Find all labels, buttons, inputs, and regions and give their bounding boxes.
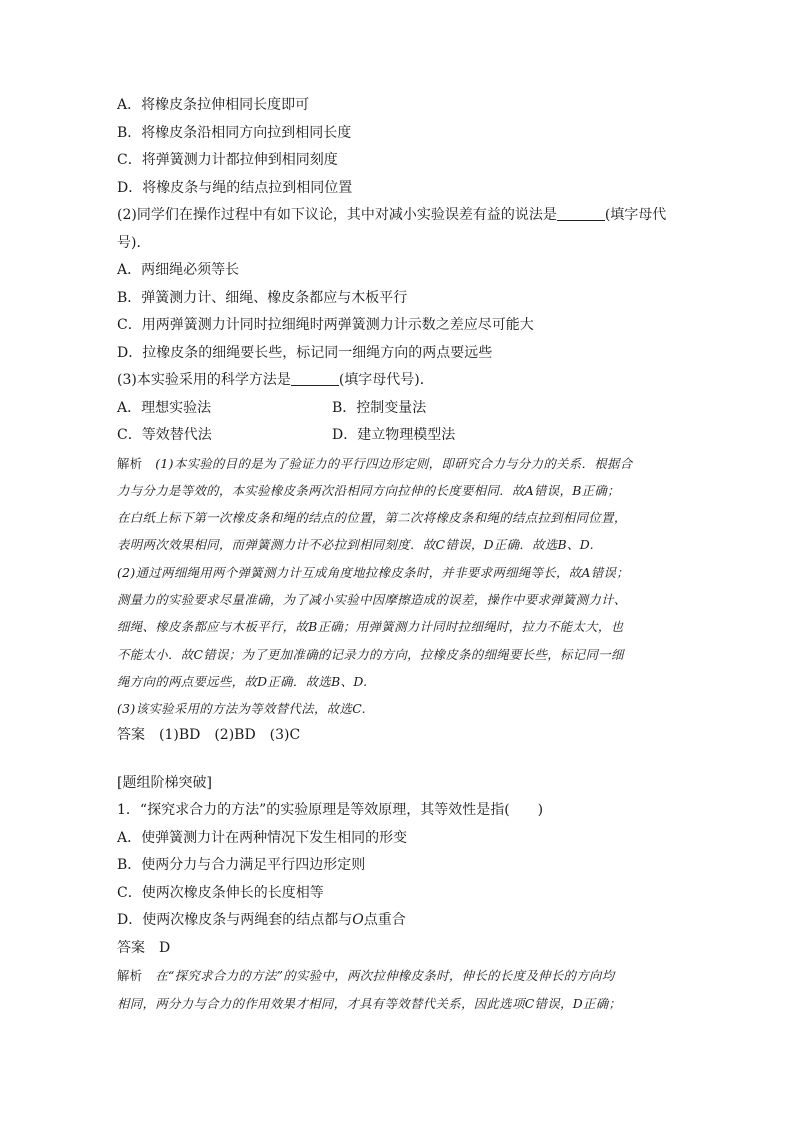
answer-blank: [291, 370, 339, 386]
q3-options-row-1: [117, 395, 687, 423]
explanation-line-1: [117, 450, 687, 477]
q2-option-d: D．拉橡皮条的细绳要长些，标记同一细绳方向的两点要远些: [117, 344, 493, 361]
problem-1-answer: [117, 935, 687, 963]
answer-text: (1)BD (2)BD (3)C: [159, 727, 301, 744]
q2-stem-cont: 号)．: [117, 234, 151, 251]
q3-stem-hint: (填字母代号)．: [338, 372, 434, 388]
explanation-line-5: (2)通过两细绳用两个弹簧测力计互成角度地拉橡皮条时，并非要求两细绳等长，故A错误；: [117, 564, 630, 580]
q3-option-c: C．等效替代法: [117, 427, 212, 443]
problem-1-explanation-label: 解析: [117, 968, 143, 984]
problem-1-explanation-text: 在“探究求合力的方法”的实验中，两次拉伸橡皮条时，伸长的长度及伸长的方向均: [155, 968, 615, 984]
document-page: [117, 92, 687, 1017]
q3-options-row-2: [117, 422, 687, 450]
answer-line: [117, 722, 687, 750]
problem-1-option-b: B．使两分力与合力满足平行四边形定则: [117, 857, 366, 874]
explanation-line-9: 绳方向的两点要远些，故D正确．故选B、D.: [117, 673, 368, 689]
explanation-line-10: (3)该实验采用的方法为等效替代法，故选C.: [117, 701, 366, 717]
explanation-line-2: 力与分力是等效的，本实验橡皮条两次沿相同方向拉伸的长度要相同．故A错误，B正确；: [117, 482, 620, 498]
explanation-text: (1)本实验的目的是为了验证力的平行四边形定则，即研究合力与分力的关系．根据合: [155, 455, 633, 471]
explanation-line-8: 不能太小．故C错误；为了更加准确的记录力的方向，拉橡皮条的细绳要长些，标记同一细: [117, 646, 624, 662]
problem-1-option-c: C．使两次橡皮条伸长的长度相等: [117, 884, 324, 901]
explanation-line-3: 在白纸上标下第一次橡皮条和绳的结点的位置，第二次将橡皮条和绳的结点拉到相同位置，: [117, 510, 627, 526]
answer-blank: [557, 205, 605, 221]
explanation-line-4: 表明两次效果相同，而弹簧测力计不必拉到相同刻度．故C错误，D正确．故选B、D.: [117, 537, 594, 553]
problem-1-stem: 1．“探究求合力的方法”的实验原理是等效原理，其等效性是指( ): [117, 802, 544, 819]
explanation-label: 解析: [117, 455, 143, 471]
q2-stem-hint: (填字母代: [604, 207, 667, 223]
section-gap: [117, 750, 687, 770]
q1-option-d: D．将橡皮条与绳的结点拉到相同位置: [117, 179, 353, 196]
q2-stem: [117, 202, 687, 230]
problem-1-explanation-line-2: 相同，两分力与合力的作用效果才相同，才具有等效替代关系，因此选项C错误，D正确；: [117, 995, 622, 1011]
q3-stem: [117, 367, 687, 395]
explanation-line-7: 细绳、橡皮条都应与木板平行，故B正确；用弹簧测力计同时拉细绳时，拉力不能太大，也: [117, 619, 624, 635]
explanation-line-6: 测量力的实验要求尽量准确，为了减小实验中因摩擦造成的误差，操作中要求弹簧测力计、: [117, 591, 627, 607]
q2-stem-text: (2)同学们在操作过程中有如下议论，其中对减小实验误差有益的说法是: [117, 207, 557, 223]
problem-1-option-d: [117, 907, 687, 935]
problem-1-answer-text: D: [159, 939, 171, 956]
problem-1-explanation-line-1: [117, 962, 687, 989]
point-o-label: O: [352, 912, 364, 929]
answer-label: 答案: [117, 727, 145, 744]
problem-1-answer-label: 答案: [117, 939, 145, 956]
q3-option-a: A．理想实验法: [117, 399, 212, 416]
q2-option-b: B．弹簧测力计、细绳、橡皮条都应与木板平行: [117, 289, 408, 306]
q3-option-b: B．控制变量法: [332, 399, 427, 416]
section-title: [题组阶梯突破]: [117, 774, 212, 791]
q1-option-b: B．将橡皮条沿相同方向拉到相同长度: [117, 124, 352, 141]
q3-stem-text: (3)本实验采用的科学方法是: [117, 372, 291, 388]
q1-option-c: C．将弹簧测力计都拉伸到相同刻度: [117, 152, 338, 168]
problem-1-option-d-tail: 点重合: [363, 912, 406, 929]
q1-option-a: A．将橡皮条拉伸相同长度即可: [117, 97, 310, 113]
problem-1-option-d-text: D．使两次橡皮条与两绳套的结点都与: [117, 912, 353, 929]
problem-1-option-a: A．使弹簧测力计在两种情况下发生相同的形变: [117, 829, 408, 846]
q3-option-d: D．建立物理模型法: [332, 427, 456, 443]
q2-option-c: C．用两弹簧测力计同时拉细绳时两弹簧测力计示数之差应尽可能大: [117, 317, 534, 333]
q2-option-a: A．两细绳必须等长: [117, 262, 240, 278]
